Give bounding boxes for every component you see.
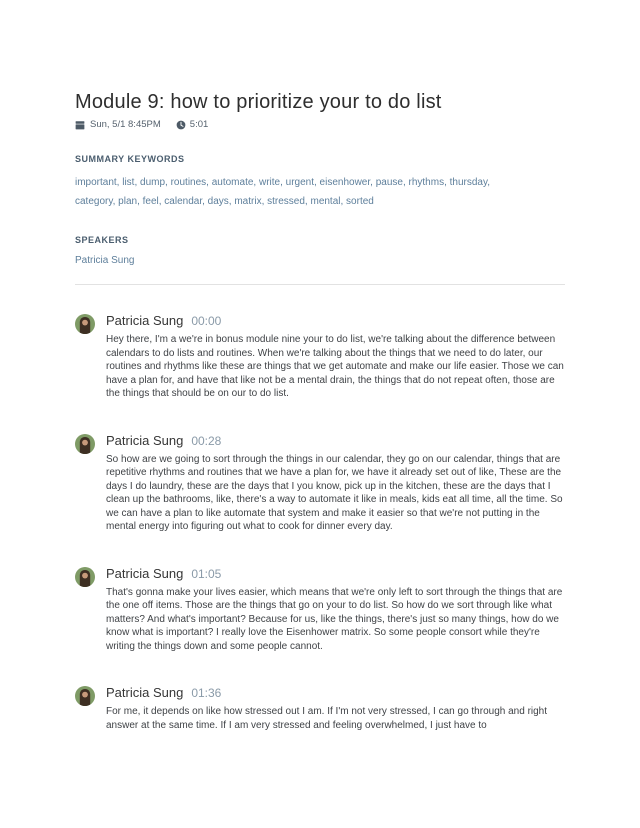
speaker-name: Patricia Sung [106, 565, 184, 581]
section-divider [75, 284, 565, 285]
summary-keywords-label: SUMMARY KEYWORDS [75, 154, 185, 164]
entry-name-row [106, 433, 565, 448]
entry-body [106, 566, 565, 654]
transcript-entry [75, 685, 565, 732]
entry-timestamp: 01:36 [191, 686, 222, 700]
page-title: Module 9: how to prioritize your to do list [75, 91, 442, 113]
transcript-entry [75, 433, 565, 534]
entry-body [106, 685, 565, 732]
entry-timestamp: 00:28 [191, 433, 222, 448]
speaker-avatar-icon [75, 686, 95, 706]
entry-name-row [106, 313, 565, 328]
entry-body [106, 313, 565, 401]
duration-group [176, 119, 209, 130]
entry-name-row [106, 566, 565, 581]
entry-name-row [106, 685, 565, 700]
summary-keywords-text: important, list, dump, routines, automate, write, urgent, eisenhower, pause, rhythms, thursday, category, plan, feel, calendar, days, matrix, stressed, mental, sorted [75, 177, 491, 207]
transcript-entry [75, 313, 565, 401]
speakers-label: SPEAKERS [75, 235, 129, 245]
entry-timestamp: 01:05 [191, 566, 222, 581]
transcript-entry [75, 566, 565, 654]
speaker-avatar-icon [75, 314, 95, 334]
speakers-names: Patricia Sung [75, 255, 135, 266]
utterance-text: Hey there, I'm a we're in bonus module nine your to do list, we're talking about the difference between calendars to do lists and routines. When we're talking about the things that we need to do later, our routines and rhythms like these are things that we get automate and make our life easier. Those we can have a plan for, and have that like not be a mental drain, the things that do not repeat often, those are the things that should be on our to do list. [106, 334, 564, 399]
clock-icon [176, 120, 186, 130]
utterance-text: For me, it depends on like how stressed out I am. If I'm not very stressed, I can go through and right answer at the same time. If I am very stressed and feeling overwhelmed, I just have to [106, 706, 548, 731]
calendar-icon [75, 120, 85, 130]
entry-body [106, 433, 565, 534]
speaker-name: Patricia Sung [106, 432, 184, 448]
recording-duration: 5:01 [189, 119, 209, 130]
utterance-text: That's gonna make your lives easier, which means that we're only left to sort through the things that are the one off items. Those are the things that go on your to do list. So how do we sort through like what matters? And what's important? Because for us, like the things, there's just so many things, how do we know what is important? I really love the Eisenhower matrix. So some people consort while they're writing the things down and some people cannot. [106, 586, 563, 652]
utterance-text: So how are we going to sort through the things in our calendar, they go on our calendar, things that are repetitive rhythms and routines that we have a plan for, we have it already set out of like, These are the days I do laundry, these are the days that I you know, pick up in the kitchen, these are the days that I clean up the bathrooms, like, there's a way to automate it like in meals, kids eat all time, all the time. So we can have a plan to like automate that system and make it easier so that we're not putting in the mental energy into figuring out what to cook for dinner every day. [106, 453, 563, 532]
entry-timestamp: 00:00 [191, 314, 222, 328]
recording-date: Sun, 5/1 8:45PM [90, 119, 161, 130]
meta-row [75, 119, 565, 130]
speaker-name: Patricia Sung [106, 685, 184, 700]
transcript-section [75, 313, 565, 732]
speaker-avatar-icon [75, 567, 95, 587]
speaker-avatar-icon [75, 434, 95, 454]
speaker-name: Patricia Sung [106, 313, 184, 328]
